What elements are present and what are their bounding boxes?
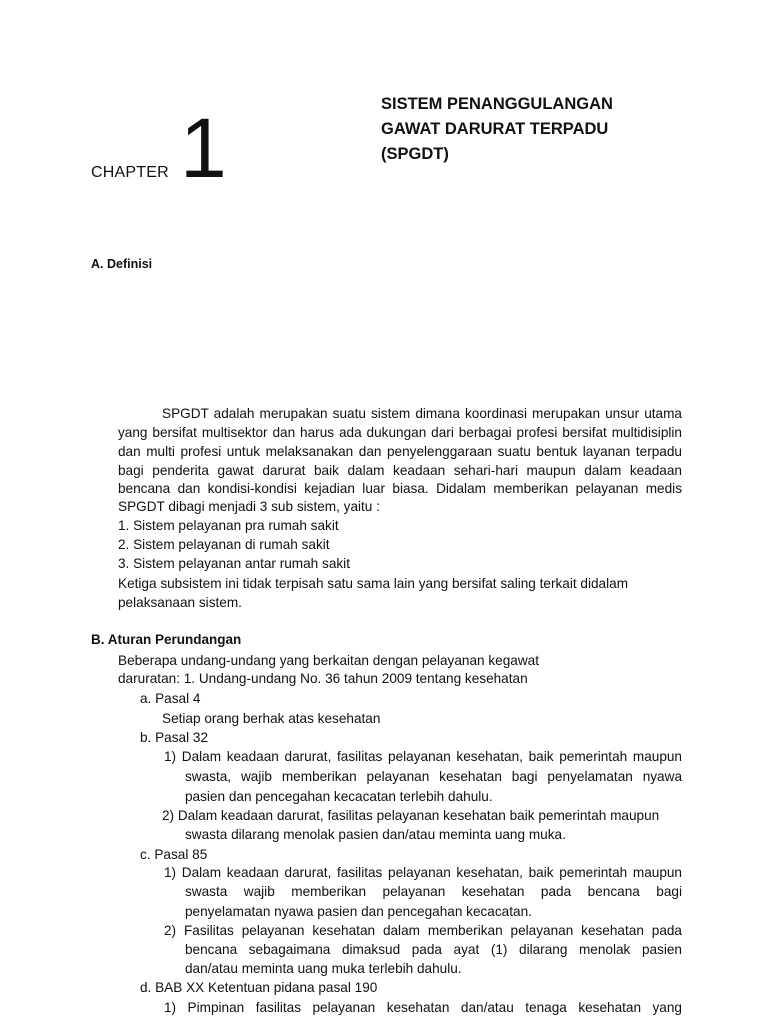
chapter-number: 1 [180,101,227,195]
article-clause-line: dan/atau meminta uang muka terlebih dahulu. [185,961,462,976]
article-clause-line: swasta, wajib memberikan pelayanan kesehatan bagi penyelamatan nyawa [185,769,682,784]
article-clause-line: 1) Dalam keadaan darurat, fasilitas pelayanan kesehatan, baik pemerintah maupun [164,865,682,880]
article-label: c. Pasal 85 [140,847,208,862]
paragraph-line: Beberapa undang-undang yang berkaitan dengan pelayanan kegawat [118,653,539,668]
chapter-title-line: (SPGDT) [381,145,449,163]
chapter-label: CHAPTER [91,164,169,181]
paragraph-line: yang bersifat multisektor dan harus ada dukungan dari berbagai profesi bersifat multidisiplin [118,425,682,440]
article-clause-line: swasta dilarang menolak pasien dan/atau meminta uang muka. [185,827,566,842]
chapter-title-line: SISTEM PENANGGULANGAN [381,95,613,113]
paragraph-line: SPGDT dibagi menjadi 3 sub sistem, yaitu : [118,499,380,514]
article-label: d. BAB XX Ketentuan pidana pasal 190 [140,980,378,995]
article-clause-line: 2) Dalam keadaan darurat, fasilitas pelayanan kesehatan baik pemerintah maupun [162,808,660,823]
list-item: 1. Sistem pelayanan pra rumah sakit [118,518,339,533]
paragraph-line: dan multi profesi untuk melaksanakan dan penyelenggaraan suatu bentuk layanan terpadu [118,444,682,459]
article-label: a. Pasal 4 [140,691,201,706]
article-clause-line: pasien dan pencegahan kecacatan terlebih dahulu. [185,789,493,804]
paragraph-line: Ketiga subsistem ini tidak terpisah satu sama lain yang bersifat saling terkait didalam [118,576,629,591]
list-item: 3. Sistem pelayanan antar rumah sakit [118,556,350,571]
article-clause-line: 1) Dalam keadaan darurat, fasilitas pelayanan kesehatan, baik pemerintah maupun [164,749,682,764]
chapter-title [381,92,681,167]
paragraph-line: pelaksanaan sistem. [118,595,242,610]
article-clause-line: 1) Pimpinan fasilitas pelayanan kesehatan dan/atau tenaga kesehatan yang [164,1000,682,1015]
paragraph-line: SPGDT adalah merupakan suatu sistem dimana koordinasi merupakan unsur utama [162,406,682,421]
paragraph-line: bagi penderita gawat darurat baik dalam keadaan sehari-hari maupun dalam keadaan [118,463,682,478]
paragraph-line: bencana dan kondisi-kondisi kejadian luar biasa. Didalam memberikan pelayanan medis [118,481,682,496]
article-clause-line: penyelamatan nyawa pasien dan pencegahan kecacatan. [185,904,532,919]
section-a-heading: A. Definisi [91,257,153,271]
article-clause-line: 2) Fasilitas pelayanan kesehatan dalam memberikan pelayanan kesehatan pada [164,923,682,938]
list-item: 2. Sistem pelayanan di rumah sakit [118,537,330,552]
chapter-title-line: GAWAT DARURAT TERPADU [381,120,609,138]
paragraph-line: daruratan: 1. Undang-undang No. 36 tahun 2009 tentang kesehatan [118,671,528,686]
article-clause-line: swasta wajib memberikan pelayanan kesehatan pada bencana bagi [185,884,682,899]
section-b-heading: B. Aturan Perundangan [91,632,242,647]
article-text: Setiap orang berhak atas kesehatan [162,711,381,726]
article-clause-line: bencana sebagaimana dimaksud pada ayat (1) dilarang menolak pasien [185,942,682,957]
article-label: b. Pasal 32 [140,730,209,745]
